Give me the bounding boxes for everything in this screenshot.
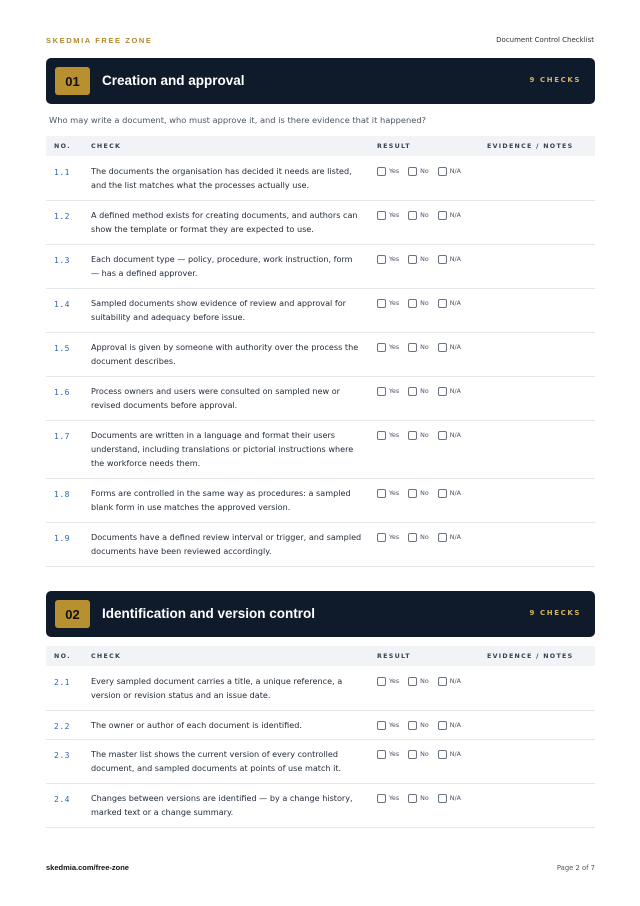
result-options bbox=[377, 255, 487, 264]
result-na-label: N/A bbox=[449, 344, 461, 351]
result-yes-label: Yes bbox=[389, 344, 400, 351]
result-no-checkbox[interactable] bbox=[408, 489, 417, 498]
check-text-line: Every sampled document carries a title, a unique reference, a bbox=[91, 675, 343, 686]
result-na-checkbox[interactable] bbox=[438, 489, 447, 498]
result-yes-label: Yes bbox=[389, 388, 400, 395]
result-no-label: No bbox=[420, 300, 429, 307]
result-no-label: No bbox=[420, 677, 429, 685]
result-na-label: N/A bbox=[449, 212, 461, 219]
check-number: 2.1 bbox=[54, 677, 70, 687]
check-text-line: The documents the organisation has decided it needs are listed, bbox=[91, 165, 352, 176]
check-number: 1.8 bbox=[54, 490, 70, 499]
column-header-evidence: EVIDENCE / NOTES bbox=[487, 136, 595, 156]
document-title: Document Control Checklist bbox=[496, 36, 594, 44]
result-no-label: No bbox=[420, 212, 429, 219]
check-number: 2.2 bbox=[54, 721, 70, 731]
evidence-notes-cell[interactable] bbox=[487, 156, 595, 200]
table-row bbox=[46, 376, 595, 420]
result-yes-checkbox[interactable] bbox=[377, 299, 386, 308]
result-no-checkbox[interactable] bbox=[408, 721, 417, 730]
check-text-line: Changes between versions are identified — by a change history, bbox=[91, 793, 353, 803]
footer-link[interactable]: skedmia.com/free-zone bbox=[46, 863, 129, 872]
check-text bbox=[91, 747, 377, 775]
result-na-label: N/A bbox=[449, 167, 461, 175]
check-text-line: Sampled documents show evidence of review and approval for bbox=[91, 298, 346, 308]
table-row bbox=[46, 739, 595, 783]
page-header bbox=[46, 36, 594, 50]
table-row bbox=[46, 666, 595, 710]
section-title: Identification and version control bbox=[102, 606, 316, 621]
result-no-checkbox[interactable] bbox=[408, 431, 417, 440]
table-header-row bbox=[46, 136, 595, 156]
table-header-row bbox=[46, 646, 595, 666]
check-text-line: understand, including translations or pictorial instructions where bbox=[91, 444, 354, 454]
check-text bbox=[91, 530, 377, 558]
result-yes-label: Yes bbox=[389, 256, 400, 263]
result-yes-checkbox[interactable] bbox=[377, 387, 386, 396]
result-na-checkbox[interactable] bbox=[438, 794, 447, 803]
result-no-label: No bbox=[420, 490, 429, 497]
section-number: 01 bbox=[55, 67, 90, 95]
result-no-label: No bbox=[420, 795, 429, 802]
result-na-label: N/A bbox=[449, 432, 461, 439]
result-no-label: No bbox=[420, 344, 429, 351]
check-text-line: The owner or author of each document is identified. bbox=[91, 719, 302, 730]
checklist-table-02 bbox=[46, 646, 595, 828]
check-text bbox=[91, 340, 377, 368]
check-text bbox=[91, 674, 377, 702]
result-no-checkbox[interactable] bbox=[408, 794, 417, 803]
result-na-checkbox[interactable] bbox=[438, 255, 447, 264]
check-text-line: the workforce needs them. bbox=[91, 458, 201, 468]
check-text bbox=[91, 384, 377, 412]
result-no-label: No bbox=[420, 751, 429, 758]
check-text-line: — has a defined approver. bbox=[91, 268, 198, 278]
section-title: Creation and approval bbox=[102, 73, 245, 88]
result-na-label: N/A bbox=[449, 534, 461, 541]
result-na-checkbox[interactable] bbox=[438, 533, 447, 542]
table-row bbox=[46, 783, 595, 827]
check-text-line: document, and sampled documents at points of use match it. bbox=[91, 763, 342, 773]
result-yes-label: Yes bbox=[389, 534, 400, 541]
result-yes-checkbox[interactable] bbox=[377, 211, 386, 220]
result-na-label: N/A bbox=[449, 490, 461, 497]
result-no-checkbox[interactable] bbox=[408, 533, 417, 542]
result-yes-checkbox[interactable] bbox=[377, 533, 386, 542]
result-yes-label: Yes bbox=[389, 721, 400, 729]
evidence-notes-cell[interactable] bbox=[487, 200, 595, 244]
result-yes-checkbox[interactable] bbox=[377, 167, 386, 176]
table-row bbox=[46, 288, 595, 332]
check-number: 1.2 bbox=[54, 212, 70, 221]
evidence-notes-cell[interactable] bbox=[487, 739, 595, 783]
result-no-label: No bbox=[420, 432, 429, 439]
check-text-line: Forms are controlled in the same way as procedures: a sampled bbox=[91, 488, 351, 498]
evidence-notes-cell[interactable] bbox=[487, 288, 595, 332]
result-options bbox=[377, 211, 487, 220]
result-na-checkbox[interactable] bbox=[438, 750, 447, 759]
check-text-line: A defined method exists for creating documents, and authors can bbox=[91, 210, 358, 220]
check-text bbox=[91, 296, 377, 324]
check-text-line: revised documents before approval. bbox=[91, 400, 238, 410]
column-header-result: RESULT bbox=[377, 646, 487, 666]
result-no-checkbox[interactable] bbox=[408, 750, 417, 759]
result-na-label: N/A bbox=[449, 256, 461, 263]
result-options bbox=[377, 387, 487, 396]
evidence-notes-cell[interactable] bbox=[487, 666, 595, 710]
column-header-no: NO. bbox=[46, 136, 91, 156]
check-number: 1.5 bbox=[54, 344, 70, 353]
result-options bbox=[377, 489, 487, 498]
check-text-line: Documents are written in a language and format their users bbox=[91, 430, 336, 440]
result-yes-checkbox[interactable] bbox=[377, 255, 386, 264]
result-na-checkbox[interactable] bbox=[438, 343, 447, 352]
result-no-checkbox[interactable] bbox=[408, 387, 417, 396]
result-yes-checkbox[interactable] bbox=[377, 750, 386, 759]
result-na-checkbox[interactable] bbox=[438, 431, 447, 440]
check-number: 2.3 bbox=[54, 751, 70, 760]
check-text-line: Process owners and users were consulted on sampled new or bbox=[91, 386, 340, 396]
column-header-result: RESULT bbox=[377, 136, 487, 156]
result-options bbox=[377, 533, 487, 542]
result-na-label: N/A bbox=[449, 388, 461, 395]
result-yes-checkbox[interactable] bbox=[377, 489, 386, 498]
result-options bbox=[377, 167, 487, 176]
check-number: 2.4 bbox=[54, 795, 70, 804]
section-check-count: 9 CHECKS bbox=[529, 609, 581, 617]
evidence-notes-cell[interactable] bbox=[487, 420, 595, 478]
result-yes-checkbox[interactable] bbox=[377, 431, 386, 440]
result-options bbox=[377, 794, 487, 803]
section-intro: Who may write a document, who must approve it, and is there evidence that it happened? bbox=[49, 115, 427, 125]
result-options bbox=[377, 721, 487, 730]
result-yes-label: Yes bbox=[389, 490, 400, 497]
section-number: 02 bbox=[55, 600, 90, 628]
result-na-checkbox[interactable] bbox=[438, 387, 447, 396]
evidence-notes-cell[interactable] bbox=[487, 244, 595, 288]
evidence-notes-cell[interactable] bbox=[487, 522, 595, 566]
section-banner-01 bbox=[46, 58, 595, 104]
result-no-label: No bbox=[420, 721, 429, 729]
evidence-notes-cell[interactable] bbox=[487, 783, 595, 827]
check-text bbox=[91, 486, 377, 514]
check-text-line: document describes. bbox=[91, 356, 176, 366]
evidence-notes-cell[interactable] bbox=[487, 710, 595, 739]
result-no-label: No bbox=[420, 534, 429, 541]
table-row bbox=[46, 156, 595, 200]
result-yes-label: Yes bbox=[389, 432, 400, 439]
check-text-line: suitability and adequacy before issue. bbox=[91, 312, 246, 322]
result-na-label: N/A bbox=[449, 795, 461, 802]
result-na-checkbox[interactable] bbox=[438, 211, 447, 220]
result-options bbox=[377, 431, 487, 440]
check-text bbox=[91, 718, 377, 732]
table-row bbox=[46, 522, 595, 566]
table-row bbox=[46, 710, 595, 739]
section-banner-02 bbox=[46, 591, 595, 637]
section-check-count: 9 CHECKS bbox=[529, 76, 581, 84]
check-number: 1.7 bbox=[54, 432, 70, 441]
check-text bbox=[91, 791, 377, 819]
table-row bbox=[46, 332, 595, 376]
check-number: 1.3 bbox=[54, 256, 70, 265]
check-text-line: blank form in use matches the approved version. bbox=[91, 502, 291, 512]
result-na-checkbox[interactable] bbox=[438, 721, 447, 730]
check-text bbox=[91, 208, 377, 236]
result-yes-checkbox[interactable] bbox=[377, 677, 386, 686]
result-yes-label: Yes bbox=[389, 795, 400, 802]
check-text-line: show the template or format they are expected to use. bbox=[91, 224, 314, 234]
result-yes-checkbox[interactable] bbox=[377, 343, 386, 352]
check-text bbox=[91, 164, 377, 192]
evidence-notes-cell[interactable] bbox=[487, 376, 595, 420]
check-text-line: marked text or a change summary. bbox=[91, 807, 234, 817]
result-na-checkbox[interactable] bbox=[438, 299, 447, 308]
result-options bbox=[377, 299, 487, 308]
column-header-check: CHECK bbox=[91, 136, 377, 156]
result-yes-label: Yes bbox=[389, 677, 400, 685]
result-na-label: N/A bbox=[449, 751, 461, 758]
check-text-line: Approval is given by someone with authority over the process the bbox=[91, 342, 359, 352]
result-yes-checkbox[interactable] bbox=[377, 794, 386, 803]
check-number: 1.9 bbox=[54, 534, 70, 543]
check-text-line: Documents have a defined review interval or trigger, and sampled bbox=[91, 532, 362, 542]
check-number: 1.1 bbox=[54, 167, 70, 177]
check-number: 1.6 bbox=[54, 388, 70, 397]
result-no-checkbox[interactable] bbox=[408, 167, 417, 176]
evidence-notes-cell[interactable] bbox=[487, 332, 595, 376]
result-yes-checkbox[interactable] bbox=[377, 721, 386, 730]
table-row bbox=[46, 244, 595, 288]
check-text-line: and the list matches what the processes actually use. bbox=[91, 179, 310, 190]
result-na-checkbox[interactable] bbox=[438, 167, 447, 176]
column-header-evidence: EVIDENCE / NOTES bbox=[487, 646, 595, 666]
column-header-check: CHECK bbox=[91, 646, 377, 666]
result-options bbox=[377, 343, 487, 352]
result-no-checkbox[interactable] bbox=[408, 299, 417, 308]
page-number: Page 2 of 7 bbox=[556, 864, 595, 872]
result-no-label: No bbox=[420, 388, 429, 395]
result-no-checkbox[interactable] bbox=[408, 677, 417, 686]
checklist-table-01 bbox=[46, 136, 595, 567]
result-options bbox=[377, 677, 487, 686]
result-na-label: N/A bbox=[449, 721, 461, 729]
check-text bbox=[91, 428, 377, 470]
check-text-line: Each document type — policy, procedure, work instruction, form bbox=[91, 254, 353, 264]
result-na-checkbox[interactable] bbox=[438, 677, 447, 686]
column-header-no: NO. bbox=[46, 646, 91, 666]
evidence-notes-cell[interactable] bbox=[487, 478, 595, 522]
brand-name: SKEDMIA FREE ZONE bbox=[46, 36, 153, 45]
result-no-checkbox[interactable] bbox=[408, 211, 417, 220]
result-options bbox=[377, 750, 487, 759]
table-row bbox=[46, 200, 595, 244]
result-na-label: N/A bbox=[449, 300, 461, 307]
result-yes-label: Yes bbox=[389, 751, 400, 758]
check-number: 1.4 bbox=[54, 300, 70, 309]
check-text-line: The master list shows the current version of every controlled bbox=[91, 749, 338, 759]
result-yes-label: Yes bbox=[389, 212, 400, 219]
result-no-label: No bbox=[420, 256, 429, 263]
result-no-label: No bbox=[420, 167, 429, 175]
table-row bbox=[46, 478, 595, 522]
result-no-checkbox[interactable] bbox=[408, 343, 417, 352]
result-no-checkbox[interactable] bbox=[408, 255, 417, 264]
result-yes-label: Yes bbox=[389, 300, 400, 307]
check-text-line: version or revision status and an issue date. bbox=[91, 689, 271, 700]
check-text bbox=[91, 252, 377, 280]
table-row bbox=[46, 420, 595, 478]
check-text-line: documents have been reviewed accordingly. bbox=[91, 546, 272, 556]
result-yes-label: Yes bbox=[389, 167, 400, 175]
result-na-label: N/A bbox=[449, 677, 461, 685]
